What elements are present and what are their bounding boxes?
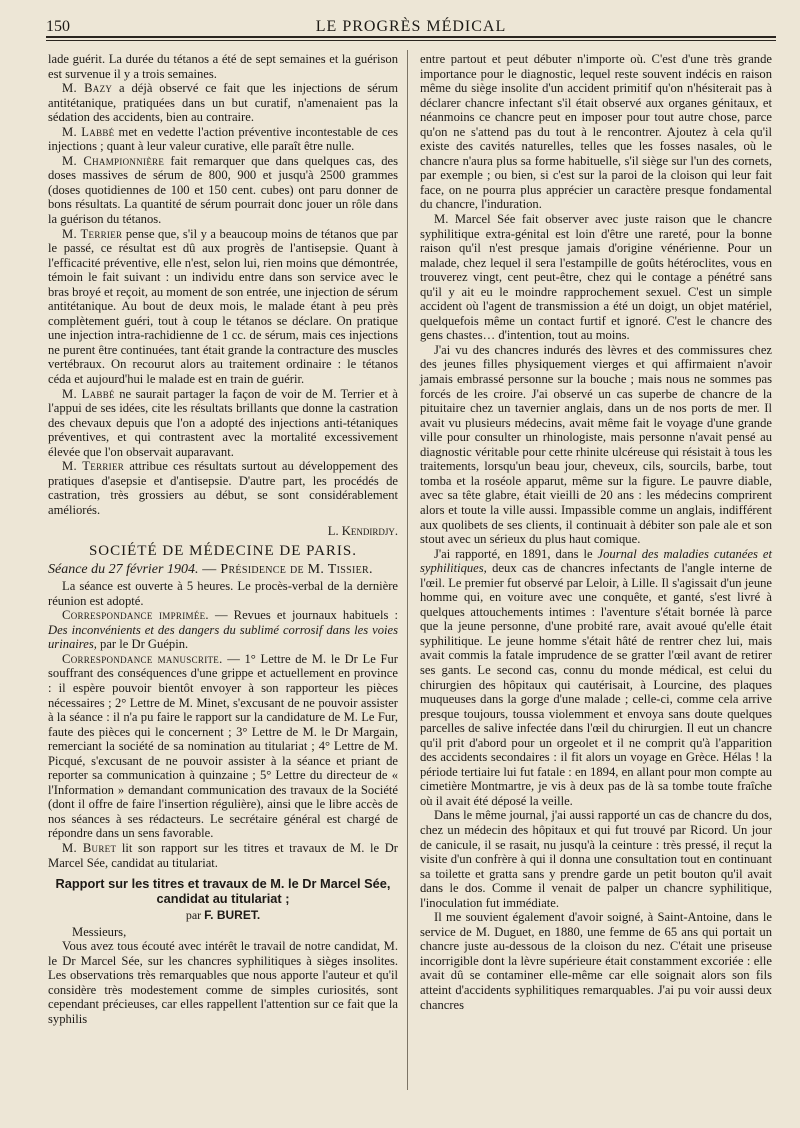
paragraph: Vous avez tous écouté avec intérêt le travail de notre candidat, M. le Dr Marcel Sée, sur les chancres syphilitiques à sièges insolites. Les observations très remarquables que nous apporte l'auteur et qu'il considère très modestement comme de simples curiosités, sont cependant précieuses, car elles rappellent l'attention sur ce fait que la syphilis <box>48 939 398 1026</box>
page-number: 150 <box>46 18 70 35</box>
paragraph: J'ai vu des chancres indurés des lèvres et des commissures chez des jeunes filles physiquement vierges et qui affirmaient n'avoir jamais embrassé personne sur la bouche ; mais nous ne sommes pas forcés de les croire. J'ai observé un cas superbe de chancre de la pituitaire chez un tavernier anglais, dans un de nos ports de mer. Il avait vu plusieurs médecins, avait même fait le voyage d'une grande ville pour consulter un rhinologiste, mais personne n'avait pensé au diagnostic véritable pour cette rhinite ulcéreuse qui résistait à tous les traitements, lorsqu'un beau jour, cheveux, cils, sourcils, barbe, tout tomba et la roséole apparut, même sur la figure. Le pauvre diable, avec sa tête glabre, était vieilli de 20 ans : les médecins comprirent alors et toute la ville aussi. Impassible comme un anglais, indifférent aux quolibets de ses clients, il continuait à débiter son pale ale et son stout avec un sérieux du plus haut comique. <box>420 342 772 547</box>
running-title: LE PROGRÈS MÉDICAL <box>315 18 507 35</box>
paragraph: lade guérit. La durée du tétanos a été de sept semaines et la guérison est survenue il y a trois semaines. <box>48 52 398 81</box>
speaker-name: M. Labbé <box>62 386 115 401</box>
speaker-name: M. Bazy <box>62 81 113 96</box>
speaker-name: M. Terrier <box>62 459 125 474</box>
paragraph: entre partout et peut débuter n'importe où. C'est d'une très grande importance pour le diagnostic, lequel reste souvent indécis en raison même du siège insolite d'un accident primitif qu'on n'hésiterait pas à déclarer chancre infectant s'il était observé aux organes génitaux, et néanmoins ce chancre peut en imposer pour tout autre chose, parce qu'on ne s'attend pas du tout à le rencontrer. Ajoutez à cela qu'il existe des cavités naturelles, telles que les fosses nasales, où le chancre n'aura plus sa forme habituelle, s'il siège sur l'un des cornets, par exemple ; ou bien, si c'est sur la paroi de la cloison qui leur fait face, on ne pourra plus apprécier un caractère presque fondamental du chancre, l'induration. <box>420 52 772 212</box>
header-rule-thick <box>46 36 776 38</box>
session-line: Séance du 27 février 1904. — Présidence de M. Tissier. <box>48 561 373 577</box>
speaker-name: M. Buret <box>62 840 117 855</box>
rubric-label: Correspondance manuscrite. <box>62 651 223 666</box>
paragraph: J'ai rapporté, en 1891, dans le Journal des maladies cutanées et syphilitiques, deux cas de chancres infectants de l'angle interne de l'œil. Le premier fut observé par Leloir, à Lille. Il s'agissait d'un jeune homme qui, en voiture avec une conquête, et ganté, s'est livré à quelques attouchements intimes : l'aventure s'était bornée là parce que la jeune personne, d'une probité rare, avait avoué qu'elle était syphilitique. Le jeune homme s'était hâté de rentrer chez lui, mais avait commis la fatale imprudence de se gratter l'œil avant de retirer ses gants. Le second cas, connu du monde médical, est celui du chirurgien des hôpitaux qui cautérisait, à Lourcine, des plaques muqueuses dans la gorge d'une malade ; celle-ci, comme cela arrive presque toujours, toussa violemment et envoya sans doute quelques parcelles de salive infectée dans l'œil du chirurgien. Il eut un chancre qu'il prit d'abord pour un orgeolet et il ne comprit qu'à l'apparition des accidents secondaires : il fit alors un voyage en Grèce. Hélas ! la période tertiaire lui fut fatale : en 1894, en allant pour mon compte au cimetière Montmartre, je vis à deux pas de là sa tombe toute fraîche où il avait été déposé la veille. <box>420 546 772 808</box>
salutation: Messieurs, <box>72 924 127 939</box>
author-signature: L. Kendirdjy. <box>327 523 398 538</box>
paragraph: Dans le même journal, j'ai aussi rapporté un cas de chancre du dos, chez un médecin des hôpitaux et qui fut trouvé par Ricord. Un jour de canicule, il se rasait, nu jusqu'à la ceinture : très pressé, il reçut la visite d'un confrère à qui il donna une consultation tout en continuant sa toilette et gratta sans y prendre garde un petit bouton qu'il avait dans le dos. Comme il venait de palper un chancre syphilitique, l'inoculation fut immédiate. <box>420 808 772 910</box>
header-rule-thin <box>46 40 776 41</box>
paragraph: Correspondance manuscrite. — 1° Lettre de M. le Dr Le Fur souffrant des conséquences d'une grippe et actuellement en province : il espère pouvoir bientôt envoyer à son rapporteur les pièces nécessaires ; 2° Lettre de M. Minet, s'excusant de ne pouvoir assister à la séance : il n'a pu faire le rapport sur la candidature de M. Le Fur, faute des pièces qui le concernent ; 3° Lettre de M. le Dr Margain, remerciant la société de sa nomination au titulariat ; 4° Lettre de M. Picqué, s'excusant de ne pouvoir assister à la séance et priant de reporter sa communication à quinzaine ; 5° Lettre du directeur de « l'Information » demandant communication des travaux de la Société (dont il offre de faire l'insertion régulière), ainsi que le libre accès de nos séances à ses rédacteurs. Le secrétaire général est chargé de répondre dans un sens favorable. <box>48 651 399 841</box>
column-divider <box>407 50 408 1090</box>
paragraph: M. Buret lit son rapport sur les titres et travaux de M. le Dr Marcel Sée, candidat au titulariat. <box>48 840 398 870</box>
report-title: Rapport sur les titres et travaux de M. le Dr Marcel Sée, candidat au titulariat ; <box>55 876 391 907</box>
left-column <box>48 52 398 1026</box>
paragraph: M. Labbé ne saurait partager la façon de voir de M. Terrier et à l'appui de ses idées, cite les résultats brillants que donne la castration des chevaux depuis que l'on a adopté des injections anti-tétaniques préventives, et qui contrastent avec la mortalité excessivement élevée que l'on observait auparavant. <box>48 386 398 459</box>
speaker-name: M. Labbé <box>62 124 115 139</box>
paragraph: Correspondance imprimée. — Revues et journaux habituels : Des inconvénients et des dangers du sublimé corrosif dans les voies urinaires, par le Dr Guépin. <box>48 608 398 652</box>
paragraph: M. Bazy a déjà observé ce fait que les injections de sérum antitétanique, pratiquées dans un but curatif, n'amenaient pas la sédation des accidents, bien au contraire. <box>48 81 398 125</box>
paragraph: Il me souvient également d'avoir soigné, à Saint-Antoine, dans le service de M. Duguet, en 1880, une femme de 65 ans qui portait un chancre juste au-dessous de la cloison du nez. C'était une priseuse incorrigible dont la lèvre supérieure était constamment excoriée : elle avait dû se contaminer elle-même car elle soignait alors son fils atteint d'accidents syphilitiques remarquables. J'ai pu voir aussi deux chancres <box>420 910 772 1012</box>
paragraph: La séance est ouverte à 5 heures. Le procès-verbal de la dernière réunion est adopté. <box>48 579 398 608</box>
speaker-name: M. Terrier <box>62 226 123 241</box>
section-heading: SOCIÉTÉ DE MÉDECINE DE PARIS. <box>88 543 358 560</box>
right-column <box>420 52 772 1012</box>
paragraph: M. Terrier pense que, s'il y a beaucoup moins de tétanos que par le passé, ce résultat est dû aux progrès de l'antisepsie. Quant à l'efficacité préventive, elle n'est, selon lui, rien moins que démontrée, témoin le fait suivant : un individu entre dans son service avec le bras broyé et reçoit, au moment de son entrée, une injection de sérum antitétanique. Au bout de deux mois, le malade étant à peu près complètement guéri, tout à coup le tétanos se déclare. On pratique une injection intra-rachidienne de 1 cc. de sérum, mais ces injections ne purent être continuées, tant était grande la contracture des muscles vertébraux. On recourut alors au traitement ordinaire : le tétanos céda et aujourd'hui le malade est en train de guérir. <box>48 226 398 387</box>
paragraph: M. Marcel Sée fait observer avec juste raison que le chancre syphilitique extra-génital est loin d'être une rareté, pour la bonne raison qu'il n'est presque jamais d'origine vénérienne. Pour un malade, chez lequel il sera l'estampille de goûts hétéroclites, vous en trouverez vingt, cent peut-être, chez qui le contage a pénétré sans qu'il y ait eu le moindre rapprochement sexuel. C'est un simple accident où l'agent de transmission a été un doigt, un objet matériel, quelquefois même un contact furtif et ignoré. C'est le chancre des gens chastes… d'intention, tout au moins. <box>420 212 772 343</box>
paragraph: M. Labbé met en vedette l'action préventive incontestable de ces injections ; quant à leur valeur curative, elle paraît être nulle. <box>48 124 398 154</box>
paragraph: M. Terrier attribue ces résultats surtout au développement des pratiques d'asepsie et d'antisepsie. D'autre part, les procédés de castration, très grossiers au début, se sont considérablement améliorés. <box>48 459 398 517</box>
paragraph: M. Championnière fait remarquer que dans quelques cas, des doses massives de sérum de 800, 900 et jusqu'à 2500 grammes (doses quotidiennes de 100 et 150 cent. cubes) ont paru donner de bons résultats. La quantité de sérum pourrait donc jouer un rôle dans la guérison du tétanos. <box>48 153 398 227</box>
report-byline: par F. BURET. <box>185 908 261 923</box>
speaker-name: M. Championnière <box>62 153 165 168</box>
rubric-label: Correspondance imprimée. <box>62 608 209 623</box>
